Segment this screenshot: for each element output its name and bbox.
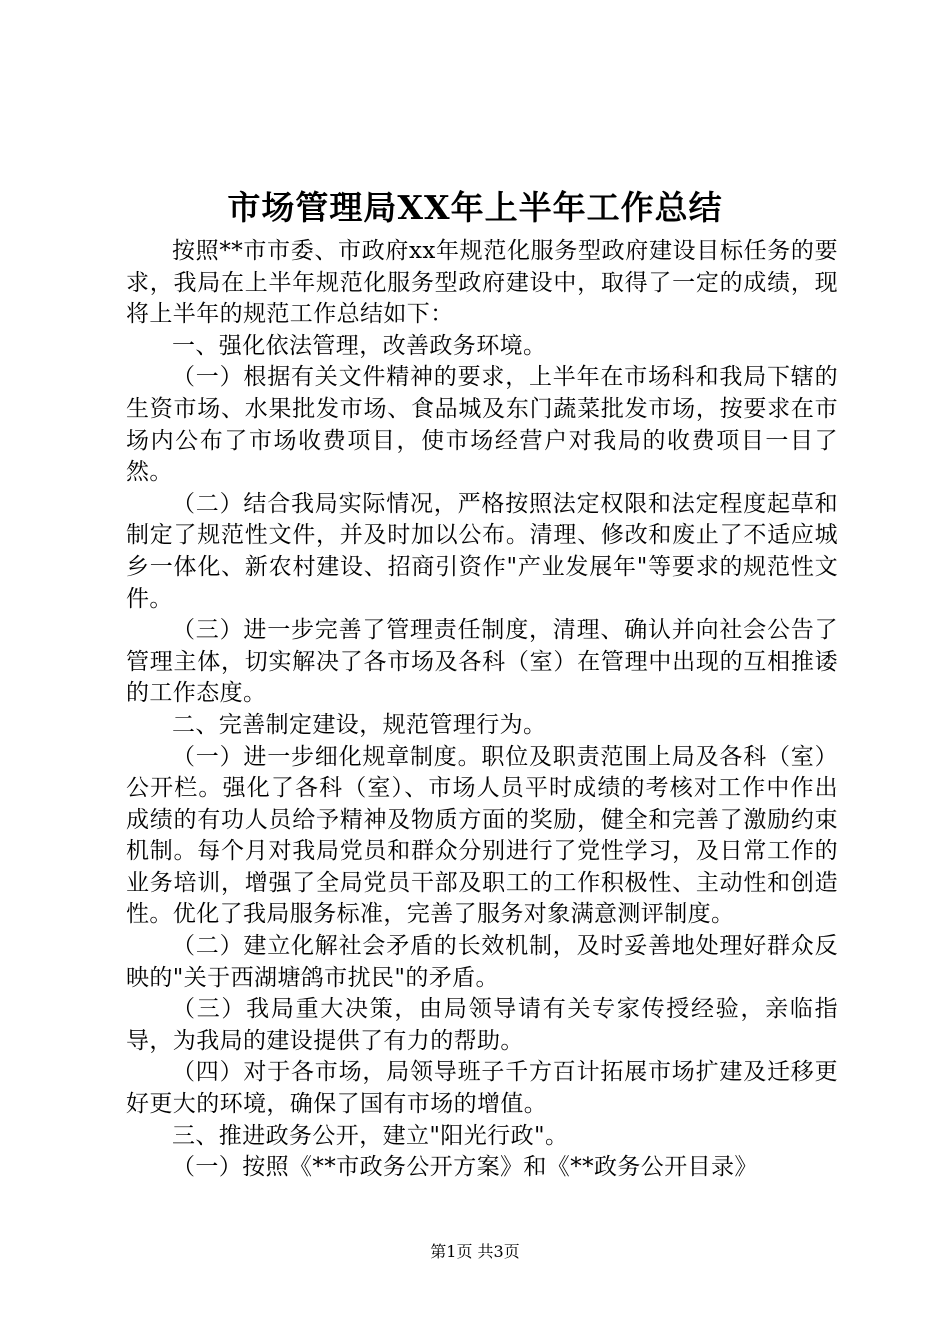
section-1-item-1: （一）根据有关文件精神的要求，上半年在市场科和我局下辖的生资市场、水果批发市场、食品城及东门蔬菜批发市场，按要求在市场内公布了市场收费项目，使市场经营户对我局的收费项目一目了然。 (126, 364, 838, 486)
section-1-item-2: （二）结合我局实际情况，严格按照法定权限和法定程度起草和制定了规范性文件，并及时加以公布。清理、修改和废止了不适应城乡一体化、新农村建设、招商引资作"产业发展年"等要求的规范性文件。 (126, 490, 838, 612)
section-heading-3: 三、推进政务公开，建立"阳光行政"。 (172, 1122, 569, 1149)
intro-paragraph: 按照**市市委、市政府xx年规范化服务型政府建设目标任务的要求，我局在上半年规范化服务型政府建设中，取得了一定的成绩，现将上半年的规范工作总结如下： (126, 238, 838, 328)
section-2-item-2: （二）建立化解社会矛盾的长效机制，及时妥善地处理好群众反映的"关于西湖塘鸽市扰民"的矛盾。 (126, 933, 838, 991)
section-heading-2: 二、完善制定建设，规范管理行为。 (172, 711, 547, 738)
document-body (126, 236, 838, 1184)
section-2-item-3: （三）我局重大决策，由局领导请有关专家传授经验，亲临指导，为我局的建设提供了有力的帮助。 (126, 996, 838, 1054)
section-2-item-4: （四）对于各市场，局领导班子千方百计拓展市场扩建及迁移更好更大的环境，确保了国有市场的增值。 (126, 1059, 838, 1118)
page-title: 市场管理局XX年上半年工作总结 (227, 188, 723, 227)
section-2-item-1: （一）进一步细化规章制度。职位及职责范围上局及各科（室）公开栏。强化了各科（室）、市场人员平时成绩的考核对工作中作出成绩的有功人员给予精神及物质方面的奖励，健全和完善了激励约束机制。每个月对我局党员和群众分别进行了党性学习，及日常工作的业务培训，增强了全局党员干部及职工的工作积极性、主动性和创造性。优化了我局服务标准，完善了服务对象满意测评制度。 (126, 743, 838, 928)
page-indicator: 第1页 共3页 (430, 1242, 520, 1261)
section-heading-1: 一、强化依法管理，改善政务环境。 (172, 332, 547, 359)
section-3-item-1: （一）按照《**市政务公开方案》和《**政务公开目录》 (172, 1154, 758, 1181)
section-1-item-3: （三）进一步完善了管理责任制度，清理、确认并向社会公告了管理主体，切实解决了各市场及各科（室）在管理中出现的互相推诿的工作态度。 (126, 617, 838, 707)
page-footer (0, 1240, 950, 1264)
